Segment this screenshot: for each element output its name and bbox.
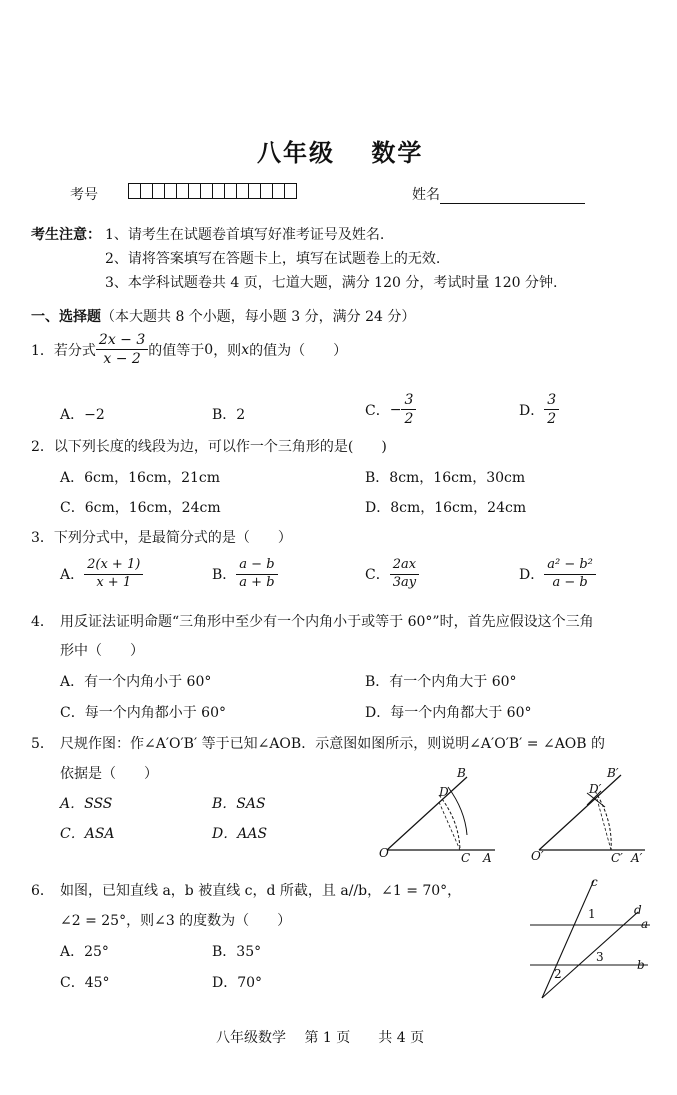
question-2-stem: 2．以下列长度的线段为边，可以作一个三角形的是( ) bbox=[31, 439, 387, 455]
q2-option-a: A．6cm，16cm，21cm bbox=[60, 470, 220, 486]
label-O-prime: O′ bbox=[531, 849, 544, 863]
q3-option-c: C． $\frac{2ax}{3ay}$ bbox=[365, 558, 419, 591]
label-A-prime: A′ bbox=[631, 851, 643, 865]
label-b: b bbox=[637, 958, 645, 972]
label-d: d bbox=[634, 903, 642, 917]
exam-no-label: 考号 bbox=[70, 187, 98, 203]
label-c: c bbox=[591, 875, 598, 889]
q6-option-d: D．70° bbox=[212, 975, 263, 991]
q2-option-d: D．8cm，16cm，24cm bbox=[365, 500, 527, 516]
label-O: O bbox=[379, 846, 389, 860]
page-footer: 八年级数学 第 1 页 共 4 页 bbox=[216, 1030, 425, 1046]
q3-option-d: D． $\frac{\text{a² − b²}}{a - b}$ bbox=[519, 558, 596, 591]
exam-no-boxes[interactable] bbox=[129, 183, 297, 199]
q5-angle-figures bbox=[375, 765, 665, 870]
label-B: B bbox=[457, 766, 466, 780]
name-underline[interactable] bbox=[440, 189, 585, 204]
question-6-line1: 如图，已知直线 a，b 被直线 c，d 所截，且 a//b，∠1 = 70°， bbox=[60, 883, 462, 899]
q1-option-b: B．2 bbox=[212, 407, 246, 423]
section-heading: 一、选择题（本大题共 8 个小题，每小题 3 分，满分 24 分） bbox=[31, 309, 416, 325]
q4-option-b: B．有一个内角大于 60° bbox=[365, 674, 517, 690]
page-title: 八年级 数学 bbox=[257, 138, 424, 167]
question-4-line1: 用反证法证明命题“三角形中至少有一个内角小于或等于 60°”时，首先应假设这个三角 bbox=[60, 614, 594, 630]
label-A: A bbox=[483, 851, 492, 865]
q4-option-d: D．每一个内角都大于 60° bbox=[365, 705, 532, 721]
question-5-line1: 尺规作图：作∠A′O′B′ 等于已知∠AOB．示意图如图所示，则说明∠A′O′B′ = ∠AOB 的 bbox=[60, 736, 606, 752]
label-C: C bbox=[461, 851, 471, 865]
q1-option-c: C． − $\frac{3}{2}$ bbox=[365, 392, 416, 427]
q6-option-a: A．25° bbox=[60, 944, 109, 960]
label-angle-2: 2 bbox=[554, 967, 562, 981]
label-C-prime: C′ bbox=[611, 851, 623, 865]
notice-item: 2、请将答案填写在答题卡上，填写在试题卷上的无效. bbox=[105, 251, 441, 267]
question-5-line2: 依据是（ ） bbox=[60, 766, 158, 782]
question-6-line2: ∠2 = 25°，则∠3 的度数为（ ） bbox=[60, 913, 292, 929]
q5-option-c: C．ASA bbox=[60, 826, 115, 842]
exam-no-box[interactable] bbox=[284, 183, 297, 199]
q2-option-c: C．6cm，16cm，24cm bbox=[60, 500, 221, 516]
question-1-stem: 1． 若分式 $\frac{2x - 3}{x - 2}$ 的值等于 0 ，则 x 的值为（ ） bbox=[31, 332, 348, 368]
q6-option-b: B．35° bbox=[212, 944, 262, 960]
name-label: 姓名 bbox=[412, 184, 585, 204]
question-3-stem: 3．下列分式中，是最简分式的是（ ） bbox=[31, 530, 292, 546]
angle-a-o-b-prime-figure bbox=[531, 766, 645, 865]
q2-option-b: B．8cm，16cm，30cm bbox=[365, 470, 526, 486]
question-4-line2: 形中（ ） bbox=[60, 643, 144, 659]
label-B-prime: B′ bbox=[607, 766, 619, 780]
q1-option-a: A．−2 bbox=[60, 407, 105, 423]
question-4-number: 4． bbox=[31, 614, 54, 630]
q6-option-c: C．45° bbox=[60, 975, 110, 991]
label-D: D bbox=[439, 785, 449, 799]
q1-option-d: D． $\frac{3}{2}$ bbox=[519, 392, 559, 427]
notice-item: 3、本学科试题卷共 4 页，七道大题，满分 120 分，考试时量 120 分钟. bbox=[105, 275, 558, 291]
question-6-number: 6． bbox=[31, 883, 54, 899]
q5-option-d: D．AAS bbox=[212, 826, 268, 842]
q3-option-a: A． $\frac{2(x + 1)}{x + 1}$ bbox=[60, 558, 143, 591]
notice-item: 1、请考生在试题卷首填写好准考证号及姓名. bbox=[105, 227, 385, 243]
notice-label: 考生注意： bbox=[31, 227, 101, 243]
label-D-prime: D′ bbox=[589, 782, 602, 796]
label-angle-3: 3 bbox=[596, 950, 604, 964]
q5-option-a: A．SSS bbox=[60, 796, 113, 812]
q3-option-b: B． $\frac{a - b}{a + b}$ bbox=[212, 558, 278, 591]
q6-parallel-lines-figure bbox=[520, 870, 660, 1005]
q4-option-c: C．每一个内角都小于 60° bbox=[60, 705, 226, 721]
q5-option-b: B．SAS bbox=[212, 796, 266, 812]
angle-aob-figure bbox=[379, 766, 495, 865]
question-5-number: 5． bbox=[31, 736, 54, 752]
label-angle-1: 1 bbox=[588, 907, 596, 921]
q4-option-a: A．有一个内角小于 60° bbox=[60, 674, 212, 690]
label-a: a bbox=[641, 917, 649, 931]
